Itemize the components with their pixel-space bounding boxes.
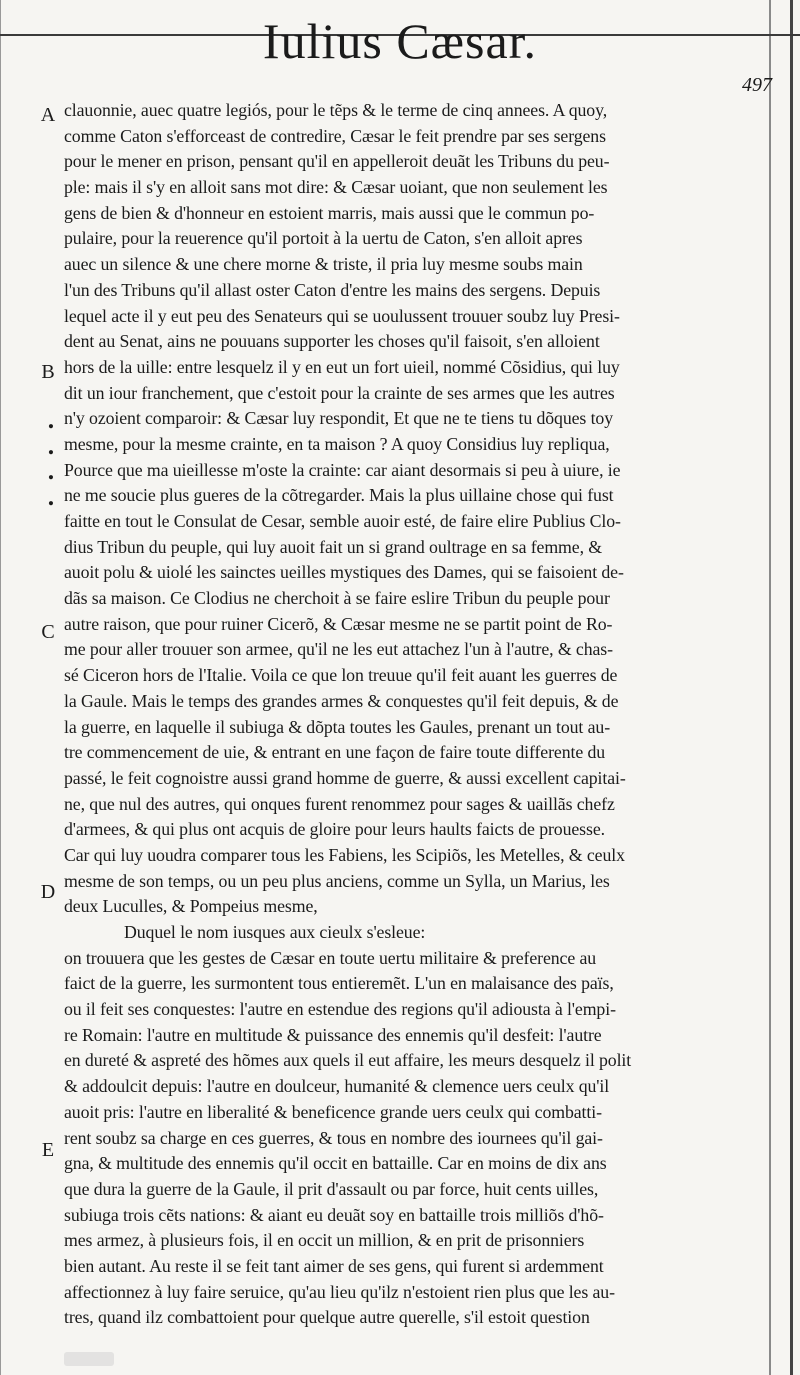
text-line: dent au Senat, ains ne pouuans supporter les choses qu'il faisoit, s'en alloient [64,331,600,352]
margin-letter: A [40,104,56,126]
text-line: me pour aller trouuer son armee, qu'il ne les eut attachez l'un à l'autre, & chas- [64,639,613,660]
text-line: re Romain: l'autre en multitude & puissance des ennemis qu'il desfeit: l'autre [64,1024,602,1045]
text-line: bien autant. Au reste il se feit tant aimer de ses gens, qui furent si ardemment [64,1255,604,1276]
text-line: la Gaule. Mais le temps des grandes armes & conquestes qu'il feit depuis, & de [64,690,619,711]
text-line: faict de la guerre, les surmontent tous entieremẽt. L'un en malaisance des païs, [64,973,614,994]
text-line: on trouuera que les gestes de Cæsar en toute uertu militaire & preference au [64,947,597,968]
text-line: gens de bien & d'honneur en estoient marris, mais aussi que le commun po- [64,202,595,223]
text-line: ne, que nul des autres, qui onques furent renommez pour sages & uaillãs chefz [64,793,615,814]
text-line: passé, le feit cognoistre aussi grand homme de guerre, & aussi excellent capitai- [64,767,626,788]
text-line: mes armez, à plusieurs fois, il en occit un million, & en prit de prisonniers [64,1230,585,1251]
text-line: gna, & multitude des ennemis qu'il occit en battaille. Car en moins de dix ans [64,1153,607,1174]
text-line: ne me soucie plus gueres de la cõtregarder. Mais la plus uillaine chose qui fust [64,485,614,506]
page-gutter-line [769,0,771,1375]
text-line: dit un iour franchement, que c'estoit pour la crainte de ses armes que les autres [64,382,615,403]
text-line: Car qui luy uoudra comparer tous les Fabiens, les Scipiõs, les Metelles, & ceulx [64,844,625,865]
text-line: auoit pris: l'autre en liberalité & beneficence grande uers ceulx qui combatti- [64,1101,602,1122]
page-right-edge [790,0,793,1375]
text-line: l'un des Tribuns qu'il allast oster Caton d'entre les mains des sergens. Depuis [64,279,601,300]
text-line: dius Tribun du peuple, qui luy auoit fait un si grand oultrage en sa femme, & [64,536,603,557]
text-line: sé Ciceron hors de l'Italie. Voila ce que lon treuue qu'il feit auant les guerres de [64,665,618,686]
text-line: d'armees, & qui plus ont acquis de gloire pour leurs haults faicts de prouesse. [64,819,605,840]
text-line: deux Luculles, & Pompeius mesme, [64,896,318,917]
text-line: auec un silence & une chere morne & triste, il pria luy mesme soubs main [64,254,583,275]
text-line: mesme, pour la mesme crainte, en ta maison ? A quoy Considius luy repliqua, [64,433,610,454]
text-line: en dureté & aspreté des hõmes aux quels il eut affaire, les meurs desquelz il polit [64,1050,632,1071]
running-title: Iulius Cæsar. [262,13,538,69]
text-line: comme Caton s'efforceast de contredire, Cæsar le feit prendre par ses sergens [64,125,606,146]
margin-letter: E [41,1139,55,1161]
text-line: tres, quand ilz combattoient pour quelque autre querelle, s'il estoit question [64,1307,590,1328]
text-line: affectionnez à luy faire seruice, qu'au lieu qu'ilz n'estoient rien plus que les au- [64,1281,615,1302]
margin-letter: B [41,361,55,383]
text-line: clauonnie, auec quatre legiós, pour le tẽps & le terme de cinq annees. A quoy, [64,100,608,120]
margin-dot: . [47,459,55,485]
text-line: ou il feit ses conquestes: l'autre en estendue des regions qu'il adiousta à l'empi- [64,999,616,1020]
margin-dot: . [47,434,55,460]
text-line: la guerre, en laquelle il subiuga & dõpta toutes les Gaules, prenant un tout au- [64,716,611,737]
margin-dot: . [47,485,55,511]
text-line: n'y ozoient comparoir: & Cæsar luy respondit, Et que ne te tiens tu dõques toy [64,408,613,429]
text-line: que dura la guerre de la Gaule, il prit d'assault ou par force, huit cents uilles, [64,1178,599,1199]
text-line: & addoulcit depuis: l'autre en doulceur, humanité & clemence uers ceulx qu'il [64,1076,610,1097]
text-line: hors de la uille: entre lesquelz il y en eut un fort uieil, nommé Cõsidius, qui luy [64,356,620,377]
text-line: ple: mais il s'y en alloit sans mot dire: & Cæsar uoiant, que non seulement les [64,177,608,198]
text-line: lequel acte il y eut peu des Senateurs qui se uoulussent trouuer soubz luy Presi- [64,305,620,326]
folio-number: 497 [742,74,772,96]
margin-letter: C [41,621,55,643]
margin-letter: D [40,881,56,903]
text-line: subiuga trois cẽts nations: & aiant eu deuãt soy en battaille trois milliõs d'hõ- [64,1204,604,1225]
text-line: pulaire, pour la reuerence qu'il portoit à la uertu de Caton, s'en alloit apres [64,228,583,249]
text-line: autre raison, que pour ruiner Cicerõ, & Cæsar mesme ne se partit point de Ro- [64,613,613,634]
margin-dot: . [47,408,55,434]
text-line: mesme de son temps, ou un peu plus anciens, comme un Sylla, un Marius, les [64,870,610,891]
page-left-edge [0,0,1,1375]
bleed-through-smudge [64,1352,114,1366]
text-line: tre commencement de uie, & entrant en une façon de faire toute differente du [64,742,606,763]
text-line: auoit polu & uiolé les sainctes ueilles mystiques des Dames, qui se faisoient de- [64,562,624,583]
text-line: pour le mener en prison, pensant qu'il en appelleroit deuãt les Tribuns du peu- [64,151,610,172]
text-line: Pource que ma uieillesse m'oste la crainte: car aiant desormais si peu à uiure, ie [64,459,621,480]
text-line: faitte en tout le Consulat de Cesar, semble auoir esté, de faire elire Publius Clo- [64,511,621,531]
text-line: rent soubz sa charge en ces guerres, & tous en nombre des iournees qu'il gai- [64,1127,603,1148]
margin-column [36,100,60,1350]
body-text [64,98,764,1331]
quoted-verse-line: Duquel le nom iusques aux cieulx s'esleue: [124,922,426,942]
text-line: dãs sa maison. Ce Clodius ne cherchoit à se faire eslire Tribun du peuple pour [64,588,610,609]
